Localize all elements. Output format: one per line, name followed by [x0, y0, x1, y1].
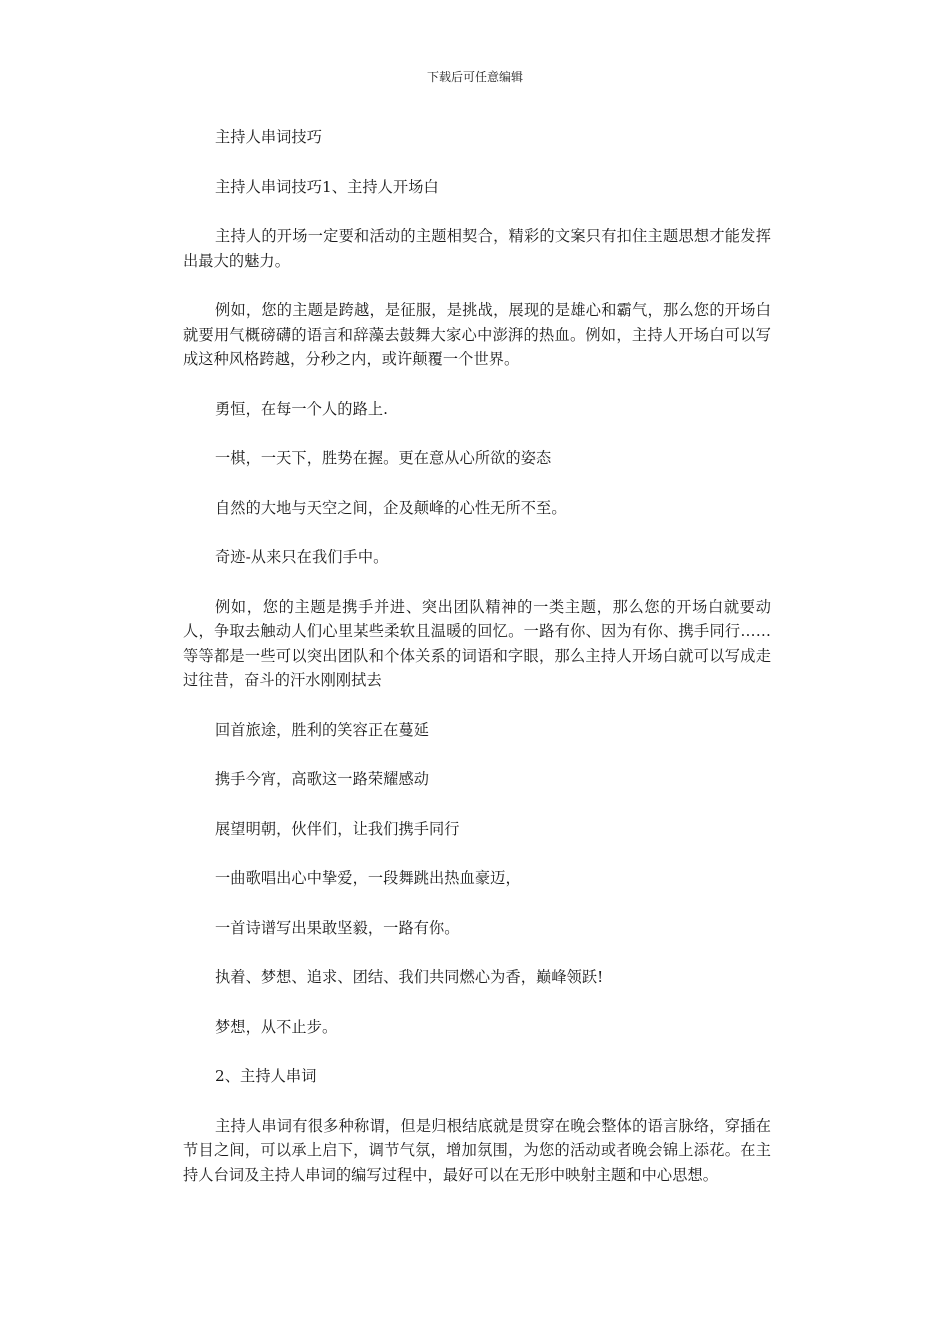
paragraph: 展望明朝，伙伴们，让我们携手同行	[215, 819, 460, 838]
paragraph: 一首诗谱写出果敢坚毅，一路有你。	[215, 918, 460, 937]
section-heading-host-lines: 2、主持人串词	[215, 1067, 317, 1085]
paragraph: 主持人的开场一定要和活动的主题相契合，精彩的文案只有扣住主题思想才能发挥出最大的魅力。	[183, 227, 771, 270]
paragraph: 回首旅途，胜利的笑容正在蔓延	[215, 720, 430, 739]
document-title: 主持人串词技巧	[215, 128, 323, 146]
section-heading-opening: 主持人串词技巧1、主持人开场白	[215, 177, 439, 196]
paragraph: 奇迹-从来只在我们手中。	[215, 548, 389, 566]
paragraph: 勇恒，在每一个人的路上.	[215, 399, 389, 418]
paragraph: 例如，您的主题是携手并进、突出团队精神的一类主题，那么您的开场白就要动人，争取去触动人们心里某些柔软且温暖的回忆。一路有你、因为有你、携手同行……等等都是一些可以突出团队和个体关系的词语和字眼，那么主持人开场白就可以写成走过往昔，奋斗的汗水刚刚拭去	[183, 597, 771, 689]
paragraph: 一棋，一天下，胜势在握。更在意从心所欲的姿态	[215, 449, 552, 467]
document-body	[183, 125, 771, 1187]
paragraph: 自然的大地与天空之间，企及颠峰的心性无所不至。	[215, 498, 567, 517]
paragraph: 携手今宵，高歌这一路荣耀感动	[215, 770, 430, 788]
paragraph: 执着、梦想、追求、团结、我们共同燃心为香，巅峰领跃!	[215, 968, 604, 986]
paragraph: 例如，您的主题是跨越，是征服，是挑战，展现的是雄心和霸气，那么您的开场白就要用气概磅礴的语言和辞藻去鼓舞大家心中澎湃的热血。例如，主持人开场白可以写成这种风格跨越，分秒之内，或许颠覆一个世界。	[183, 301, 771, 368]
header-note: 下载后可任意编辑	[426, 70, 523, 84]
paragraph: 一曲歌唱出心中挚爱，一段舞跳出热血豪迈，	[215, 869, 521, 887]
paragraph: 梦想，从不止步。	[215, 1017, 338, 1036]
paragraph: 主持人串词有很多种称谓，但是归根结底就是贯穿在晚会整体的语言脉络，穿插在节目之间，可以承上启下，调节气氛，增加氛围，为您的活动或者晚会锦上添花。在主持人台词及主持人串词的编写过程中，最好可以在无形中映射主题和中心思想。	[183, 1116, 771, 1184]
